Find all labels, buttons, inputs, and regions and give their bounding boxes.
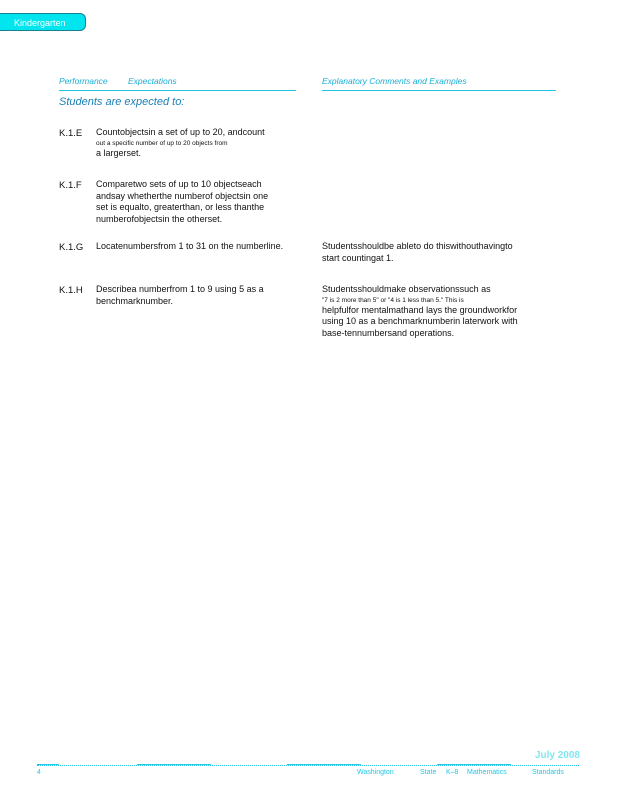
item-text: Countobjectsin a set of up to 20, andcount out a specific number of up to 20 objects from a largerset. (96, 127, 265, 158)
footer-word: K–8 (446, 769, 459, 776)
item-code: K.1.F (59, 180, 82, 191)
footer-rule-segment (37, 764, 59, 765)
footer-rule-segment (437, 764, 511, 765)
item-comment: Studentsshouldmake observationssuch as "7 is 2 more than 5" or "4 is 1 less than 5." This is helpfulfor mentalmathand lays the groundworkfor using 10 as a benchmarknumberin laterwork with base-tennumbersand operations. (322, 284, 518, 338)
header-rule-right (322, 90, 556, 91)
header-performance: Performance (59, 76, 108, 86)
footer-word: Washington (357, 769, 394, 776)
item-code: K.1.G (59, 242, 84, 253)
item-code: K.1.E (59, 128, 83, 139)
footer-word: State (420, 769, 437, 776)
footer-dotted-rule (37, 765, 579, 766)
page-number: 4 (37, 769, 41, 776)
item-text: Comparetwo sets of up to 10 objectseach andsay whetherthe numberof objectsin one set is equalto, greaterthan, or less thanthe numberofobjectsin the otherset. (96, 179, 269, 224)
header-rule-left (59, 90, 296, 91)
footer-date: July 2008 (534, 750, 580, 761)
subheading: Students are expected to: (59, 96, 185, 108)
item-text: Describea numberfrom 1 to 9 using 5 as a benchmarknumber. (96, 284, 264, 306)
item-comment: Studentsshouldbe ableto do thiswithouthavingto start countingat 1. (322, 241, 513, 263)
footer-word: Standards (532, 769, 564, 776)
header-explanatory: Explanatory Comments and Examples (322, 76, 467, 86)
item-code: K.1.H (59, 285, 83, 296)
footer-word: Mathematics (467, 769, 507, 776)
grade-tab-label: Kindergarten (14, 18, 66, 28)
grade-tab (0, 13, 86, 31)
footer-rule-segment (137, 764, 211, 765)
item-text: Locatenumbersfrom 1 to 31 on the numberline. (96, 241, 284, 251)
footer-rule-segment (287, 764, 361, 765)
header-expectations: Expectations (128, 76, 177, 86)
